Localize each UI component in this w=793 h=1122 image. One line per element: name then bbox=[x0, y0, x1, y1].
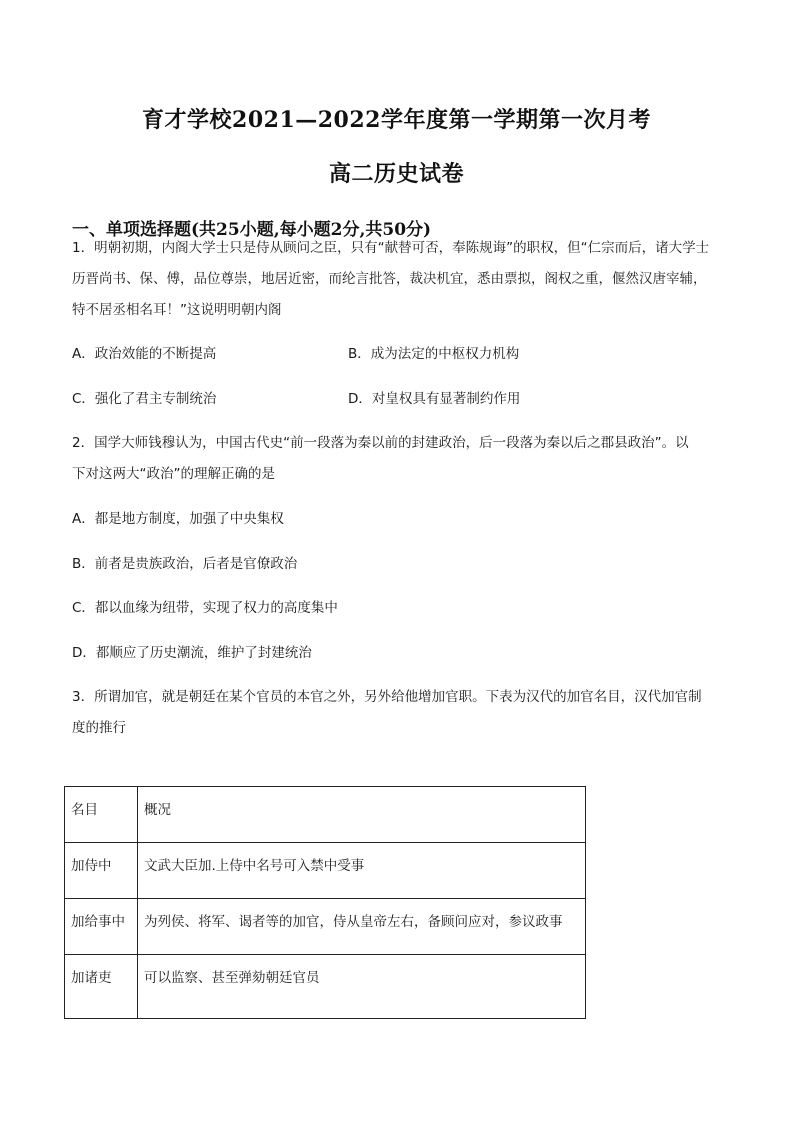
section-heading: 一、单项选择题(共25小题,每小题2分,共50分) bbox=[72, 220, 432, 240]
table-header-cell: 名目 bbox=[65, 787, 138, 843]
table-cell: 加诸吏 bbox=[65, 955, 138, 1019]
question-1-option-b[interactable]: B．成为法定的中枢权力机构 bbox=[348, 346, 520, 362]
question-1-line-1: 1．明朝初期，内阁大学士只是侍从顾问之臣，只有“献替可否，奉陈规诲”的职权，但“仁宗而后，诸大学士 bbox=[72, 240, 710, 256]
exam-title: 育才学校2021—2022学年度第一学期第一次月考 bbox=[142, 107, 651, 133]
question-1-option-d[interactable]: D．对皇权具有显著制约作用 bbox=[348, 391, 521, 407]
table-cell: 可以监察、甚至弹劾朝廷官员 bbox=[138, 955, 586, 1019]
table-cell: 文武大臣加.上侍中名号可入禁中受事 bbox=[138, 843, 586, 899]
question-3-line-2: 度的推行 bbox=[72, 720, 126, 736]
question-2-option-d[interactable]: D．都顺应了历史潮流，维护了封建统治 bbox=[72, 645, 312, 661]
question-2-option-c[interactable]: C．都以血缘为纽带，实现了权力的高度集中 bbox=[72, 600, 338, 616]
table-cell: 为列侯、将军、谒者等的加官，侍从皇帝左右，备顾问应对，参议政事 bbox=[138, 899, 586, 955]
question-1-option-a[interactable]: A．政治效能的不断提高 bbox=[72, 346, 217, 362]
question-2-option-a[interactable]: A．都是地方制度，加强了中央集权 bbox=[72, 511, 284, 527]
table-row bbox=[65, 955, 586, 1019]
table-cell: 加给事中 bbox=[65, 899, 138, 955]
table-row bbox=[65, 899, 586, 955]
question-2-line-2: 下对这两大“政治”的理解正确的是 bbox=[72, 466, 275, 482]
table-cell: 加侍中 bbox=[65, 843, 138, 899]
table-row bbox=[65, 843, 586, 899]
question-2-option-b[interactable]: B．前者是贵族政治，后者是官僚政治 bbox=[72, 556, 298, 572]
question-3-line-1: 3．所谓加官，就是朝廷在某个官员的本官之外，另外给他增加官职。下表为汉代的加官名目，汉代加官制 bbox=[72, 689, 702, 705]
table-header-row bbox=[65, 787, 586, 843]
question-1-line-3: 特不居丞相名耳！”这说明明朝内阁 bbox=[72, 302, 282, 318]
exam-subtitle: 高二历史试卷 bbox=[328, 161, 464, 187]
question-3-table bbox=[64, 786, 586, 1019]
question-2-line-1: 2．国学大师钱穆认为，中国古代史“前一段落为秦以前的封建政治，后一段落为秦以后之郡县政治”。以 bbox=[72, 435, 689, 451]
question-1-option-c[interactable]: C．强化了君主专制统治 bbox=[72, 391, 217, 407]
table-header-cell: 概况 bbox=[138, 787, 586, 843]
question-1-line-2: 历晋尚书、保、傅，品位尊崇，地居近密，而纶言批答，裁决机宜，悉由票拟，阁权之重，偃然汉唐宰辅， bbox=[72, 271, 707, 287]
